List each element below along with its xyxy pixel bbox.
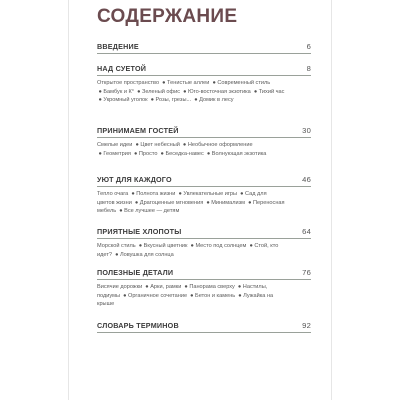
section-items (97, 79, 285, 105)
toc-item: Тенистые аллеи (167, 80, 210, 86)
bullet-separator-icon: ● (160, 150, 164, 157)
section-page-number: 46 (302, 175, 311, 184)
toc-item: Просто (138, 150, 158, 157)
toc-section-glossary (97, 321, 311, 333)
toc-item: Все лучшее — детям (124, 208, 180, 215)
section-items (97, 190, 285, 216)
contents-page (68, 0, 332, 400)
toc-item: Арки, рамки (150, 284, 182, 290)
toc-item: Полнота жизни (136, 191, 176, 197)
bullet-separator-icon: ● (98, 150, 102, 157)
toc-item: Современный стиль (217, 80, 271, 86)
section-heading[interactable]: СЛОВАРЬ ТЕРМИНОВ (97, 321, 179, 330)
bullet-separator-icon: ● (119, 208, 123, 215)
section-divider (97, 186, 311, 187)
section-heading[interactable]: ВВЕДЕНИЕ (97, 42, 139, 51)
toc-item: Органичное сочетание (127, 292, 188, 299)
section-page-number: 76 (302, 268, 311, 277)
toc-item: Бетон и камень (195, 292, 236, 299)
section-page-number: 64 (302, 227, 311, 236)
toc-item: Укромный уголок (103, 97, 148, 104)
bullet-separator-icon: ● (115, 251, 119, 258)
page-title: СОДЕРЖАНИЕ (97, 6, 238, 27)
section-divider (97, 238, 311, 239)
toc-item: Висячие дорожки (97, 284, 143, 290)
bullet-separator-icon: ● (212, 80, 216, 86)
section-heading[interactable]: ПРИНИМАЕМ ГОСТЕЙ (97, 126, 179, 135)
toc-item: Бамбук и К° (103, 88, 135, 95)
section-heading[interactable]: НАД СУЕТОЙ (97, 64, 147, 73)
section-items (97, 283, 285, 309)
bullet-separator-icon: ● (123, 292, 127, 299)
bullet-separator-icon: ● (248, 199, 252, 206)
bullet-separator-icon: ● (253, 88, 258, 95)
toc-item: Домик в лесу (199, 97, 234, 104)
bullet-separator-icon: ● (178, 191, 182, 197)
bullet-separator-icon: ● (249, 243, 253, 249)
toc-item: Панорама сверху (189, 284, 235, 290)
bullet-separator-icon: ● (138, 243, 143, 249)
section-page-number: 8 (306, 64, 311, 73)
bullet-separator-icon: ● (131, 191, 135, 197)
bullet-separator-icon: ● (182, 142, 187, 148)
toc-item: Зеленый офис (141, 88, 181, 95)
toc-section-useful-details (97, 268, 311, 309)
toc-item: Розы, грезы... (155, 97, 192, 104)
toc-item: Драгоценные мгновения (139, 199, 204, 206)
bullet-separator-icon: ● (237, 284, 242, 290)
bullet-separator-icon: ● (137, 88, 141, 95)
section-heading[interactable]: ПРИЯТНЫЕ ХЛОПОТЫ (97, 227, 182, 236)
bullet-separator-icon: ● (98, 97, 102, 104)
toc-item: Геометрия (103, 150, 131, 157)
toc-item: Необычное оформление (187, 142, 253, 148)
toc-item: Цвет небесный (140, 142, 180, 148)
toc-section-receiving-guests (97, 126, 311, 158)
section-items (97, 242, 285, 259)
toc-item: Волнующая экзотика (211, 150, 267, 157)
toc-item: Минимализм (211, 199, 246, 206)
toc-item: Настилы, подиумы (97, 284, 268, 299)
section-items (97, 141, 285, 158)
toc-item: Увлекательные игры (183, 191, 238, 197)
toc-item: Беседка-навес (165, 150, 204, 157)
toc-item: Тепло очага (97, 191, 129, 197)
bullet-separator-icon: ● (184, 284, 188, 290)
section-heading[interactable]: УЮТ ДЛЯ КАЖДОГО (97, 175, 172, 184)
toc-item: Сад для цветов жизни (97, 191, 267, 206)
bullet-separator-icon: ● (183, 88, 187, 95)
toc-item: Открытое пространство (97, 80, 160, 86)
bullet-separator-icon: ● (150, 97, 155, 104)
bullet-separator-icon: ● (162, 80, 166, 86)
section-divider (97, 137, 311, 138)
toc-item: Морской стиль (97, 243, 136, 249)
toc-section-above-bustle (97, 64, 311, 105)
bullet-separator-icon: ● (145, 284, 149, 290)
section-page-number: 92 (302, 321, 311, 330)
toc-item: Тихий час (258, 88, 285, 95)
section-divider (97, 53, 311, 54)
toc-item: Стой, кто идет? (97, 243, 279, 258)
bullet-separator-icon: ● (190, 292, 194, 299)
toc-section-comfort-for-all (97, 175, 311, 216)
toc-item: Переносная мебель (97, 199, 285, 215)
toc-item: Юго-восточная экзотика (188, 88, 251, 95)
toc-section-pleasant-chores (97, 227, 311, 259)
toc-item: Ловушка для солнца (119, 251, 174, 258)
bullet-separator-icon: ● (206, 199, 210, 206)
section-page-number: 30 (302, 126, 311, 135)
bullet-separator-icon: ● (134, 199, 139, 206)
section-divider (97, 279, 311, 280)
bullet-separator-icon: ● (194, 97, 198, 104)
section-heading[interactable]: ПОЛЕЗНЫЕ ДЕТАЛИ (97, 268, 174, 277)
bullet-separator-icon: ● (240, 191, 244, 197)
toc-section-introduction (97, 42, 311, 54)
bullet-separator-icon: ● (98, 88, 102, 95)
toc-item: Вкусный цветник (143, 243, 188, 249)
toc-item: Смелые идеи (97, 142, 133, 148)
bullet-separator-icon: ● (133, 150, 138, 157)
toc-item: Лужайка на крыше (97, 292, 274, 308)
toc-item: Место под солнцем (195, 243, 247, 249)
section-divider (97, 332, 311, 333)
section-page-number: 6 (306, 42, 311, 51)
bullet-separator-icon: ● (190, 243, 194, 249)
bullet-separator-icon: ● (238, 292, 242, 299)
bullet-separator-icon: ● (135, 142, 139, 148)
section-divider (97, 75, 311, 76)
bullet-separator-icon: ● (206, 150, 211, 157)
